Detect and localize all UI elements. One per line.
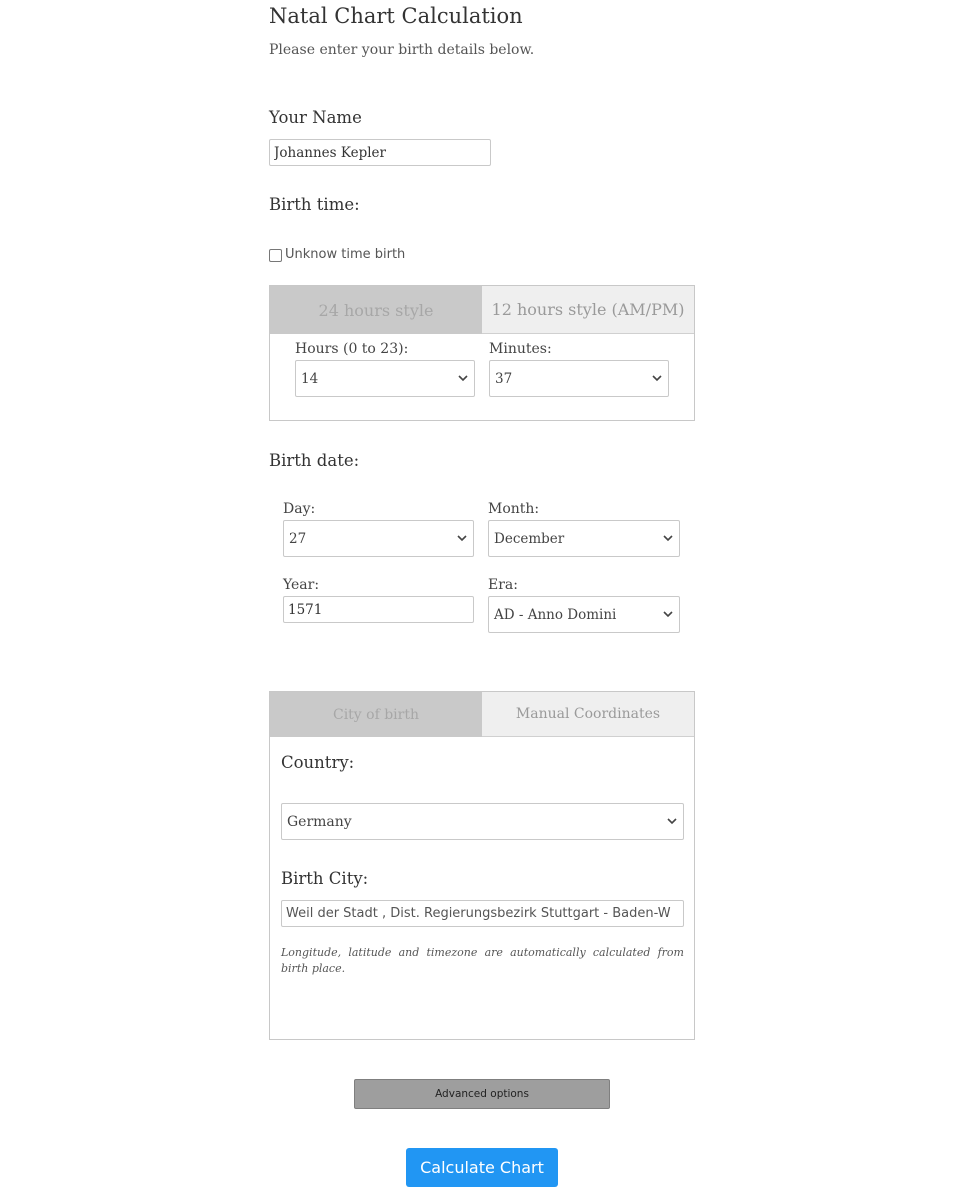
month-value: December [494, 530, 565, 547]
tab-12-hours[interactable]: 12 hours style (AM/PM) [482, 286, 694, 334]
chevron-down-icon [651, 373, 663, 385]
era-value: AD - Anno Domini [494, 606, 617, 623]
day-value: 27 [289, 530, 307, 547]
advanced-options-button[interactable]: Advanced options [354, 1079, 610, 1109]
tab-24-hours[interactable]: 24 hours style [270, 286, 482, 334]
birth-date-label: Birth date: [269, 451, 360, 470]
calculate-chart-button[interactable]: Calculate Chart [406, 1148, 558, 1187]
chevron-down-icon [457, 373, 469, 385]
name-input[interactable] [269, 139, 491, 166]
unknown-time-label: Unknow time birth [285, 247, 406, 262]
country-label: Country: [281, 753, 355, 772]
minutes-value: 37 [495, 370, 513, 387]
minutes-label: Minutes: [489, 341, 552, 357]
name-label: Your Name [269, 108, 362, 127]
day-select[interactable] [283, 520, 474, 557]
era-label: Era: [488, 577, 518, 593]
birth-time-panel [269, 285, 695, 421]
month-label: Month: [488, 501, 540, 517]
country-value: Germany [287, 813, 352, 830]
tab-manual-coordinates[interactable]: Manual Coordinates [482, 692, 694, 737]
hours-select[interactable] [295, 360, 475, 397]
birth-city-input[interactable] [281, 900, 684, 927]
country-select[interactable] [281, 803, 684, 840]
location-panel [269, 691, 695, 1040]
page-subtitle: Please enter your birth details below. [269, 42, 535, 58]
birth-city-label: Birth City: [281, 869, 369, 888]
page-title: Natal Chart Calculation [269, 4, 523, 28]
birth-time-label: Birth time: [269, 195, 360, 214]
year-label: Year: [283, 577, 320, 593]
era-select[interactable] [488, 596, 680, 633]
hours-value: 14 [301, 370, 319, 387]
unknown-time-checkbox[interactable] [269, 249, 282, 262]
minutes-select[interactable] [489, 360, 669, 397]
chevron-down-icon [456, 533, 468, 545]
year-input[interactable] [283, 596, 474, 623]
chevron-down-icon [662, 533, 674, 545]
month-select[interactable] [488, 520, 680, 557]
hours-label: Hours (0 to 23): [295, 341, 409, 357]
auto-calc-note: Longitude, latitude and timezone are automatically calculated from birth place. [281, 946, 684, 975]
chevron-down-icon [666, 816, 678, 828]
chevron-down-icon [662, 609, 674, 621]
tab-city-of-birth[interactable]: City of birth [270, 692, 482, 737]
day-label: Day: [283, 501, 316, 517]
